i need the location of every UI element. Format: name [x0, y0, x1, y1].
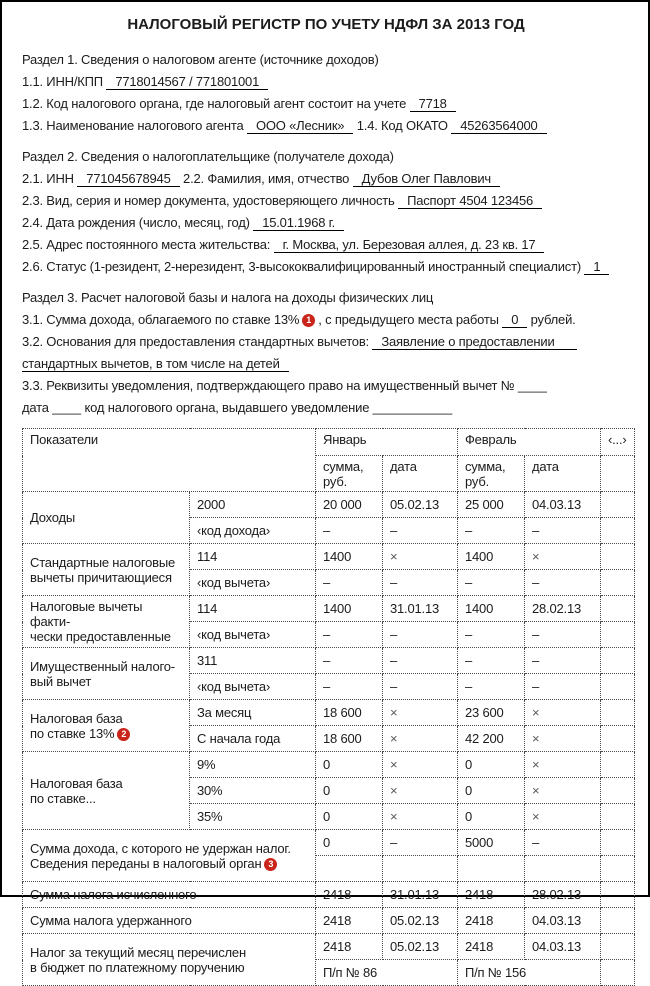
income-code-caption: ‹код дохода› [190, 518, 316, 544]
income-feb-sum: 25 000 [458, 492, 525, 518]
tax-base-other-rate9-label: 9% [190, 752, 316, 778]
tax-base-other-rate30-more [601, 778, 635, 804]
tax-calculated-jan-date: 31.01.13 [383, 882, 458, 908]
field-1-2-value: 7718 [410, 96, 456, 112]
field-1-2-label: 1.2. Код налогового органа, где налоговый агент состоит на учете [22, 96, 407, 111]
callout-1-badge: 1 [302, 314, 315, 327]
actual-deductions-label-line1: Налоговые вычеты факти- [30, 599, 143, 629]
tax-base-13-ytd-more [601, 726, 635, 752]
untaxed-income-jan-sum: 0 [316, 830, 383, 856]
field-3-3 [22, 375, 630, 397]
tax-base-other-rate35-feb: 0 [458, 804, 525, 830]
field-2-2-value: Дубов Олег Павлович [353, 171, 500, 187]
x-cell: × [525, 778, 601, 804]
income-label: Доходы [23, 492, 190, 544]
tax-withheld-feb-date: 04.03.13 [525, 908, 601, 934]
dash-cell: – [458, 648, 525, 674]
field-1-4-value: 45263564000 [451, 118, 546, 134]
actual-deductions-more-empty [601, 622, 635, 648]
dash-cell: – [383, 570, 458, 596]
std-deductions-label [23, 544, 190, 596]
dash-cell: – [525, 622, 601, 648]
tax-base-13-month-more [601, 700, 635, 726]
x-cell: × [525, 700, 601, 726]
empty-cell [316, 856, 383, 882]
std-deductions-label-line1: Стандартные налоговые [30, 554, 176, 570]
field-3-2-label: 3.2. Основания для предоставления стандартных вычетов: [22, 334, 369, 349]
tax-base-other-rate35-more [601, 804, 635, 830]
income-code: 2000 [190, 492, 316, 518]
property-deduction-code: 311 [190, 648, 316, 674]
tax-base-other-rate30-feb: 0 [458, 778, 525, 804]
tax-base-other-rate9-feb: 0 [458, 752, 525, 778]
x-cell: × [525, 544, 601, 570]
field-3-3-date-blank: ____ [52, 400, 82, 415]
tax-calculated-feb-sum: 2418 [458, 882, 525, 908]
field-3-3-label: 3.3. Реквизиты уведомления, подтверждающего право на имущественный вычет № [22, 378, 515, 393]
field-1-1 [22, 71, 630, 93]
field-2-6-label: 2.6. Статус (1-резидент, 2-нерезидент, 3-высококвалифицированный иностранный специалист) [22, 259, 581, 274]
tax-withheld-jan-date: 05.02.13 [383, 908, 458, 934]
row-untaxed-income-values [23, 830, 635, 856]
actual-deductions-jan-sum: 1400 [316, 596, 383, 622]
field-2-5 [22, 234, 630, 256]
field-3-1-value: 0 [502, 312, 527, 328]
x-cell: × [525, 752, 601, 778]
income-more-empty [601, 518, 635, 544]
dash-cell: – [525, 518, 601, 544]
section2-heading: Раздел 2. Сведения о налогоплательщике (получателе дохода) [22, 149, 394, 164]
tax-base-13-month-label: За месяц [190, 700, 316, 726]
field-1-2 [22, 93, 630, 115]
dash-cell: – [383, 518, 458, 544]
empty-cell [601, 856, 635, 882]
tax-transferred-label [23, 934, 316, 986]
tax-base-13-label-line2: по ставке 13% [30, 725, 115, 741]
tax-base-other-rate35-jan: 0 [316, 804, 383, 830]
row-std-deductions-values [23, 544, 635, 570]
header-february: Февраль [458, 429, 601, 456]
tax-base-other-rate9-jan: 0 [316, 752, 383, 778]
header-january: Январь [316, 429, 458, 456]
std-deductions-code: 114 [190, 544, 316, 570]
dash-cell: – [383, 674, 458, 700]
field-2-3 [22, 190, 630, 212]
field-2-6 [22, 256, 630, 278]
tax-calculated-feb-date: 28.02.13 [525, 882, 601, 908]
empty-cell [458, 856, 525, 882]
field-3-2 [22, 331, 630, 353]
monthly-calculation-table [22, 428, 635, 986]
field-2-1-2-2 [22, 168, 630, 190]
field-1-4-label: 1.4. Код ОКАТО [356, 118, 448, 133]
dash-cell: – [458, 622, 525, 648]
dash-cell: – [316, 518, 383, 544]
tax-base-other-rate35-label: 35% [190, 804, 316, 830]
dash-cell: – [525, 570, 601, 596]
untaxed-income-more [601, 830, 635, 856]
tax-transferred-jan-date: 05.02.13 [383, 934, 458, 960]
tax-base-13-ytd-label: С начала года [190, 726, 316, 752]
x-cell: × [383, 726, 458, 752]
untaxed-income-feb-sum: 5000 [458, 830, 525, 856]
property-deduction-label-line2: вый вычет [30, 673, 92, 689]
field-2-5-value: г. Москва, ул. Березовая аллея, д. 23 кв. 17 [274, 237, 545, 253]
tax-transferred-label-line2: в бюджет по платежному поручению [30, 959, 245, 975]
empty-cell [525, 856, 601, 882]
header-feb-sum: сумма, руб. [458, 456, 525, 492]
tax-base-other-label-line2: по ставке... [30, 790, 96, 806]
tax-transferred-feb-date: 04.03.13 [525, 934, 601, 960]
untaxed-income-label [23, 830, 316, 882]
tax-transferred-more [601, 934, 635, 960]
row-tax-base-other-9 [23, 752, 635, 778]
field-3-2-continued [22, 353, 630, 375]
x-cell: × [383, 804, 458, 830]
x-cell: × [383, 752, 458, 778]
page-title: НАЛОГОВЫЙ РЕГИСТР ПО УЧЕТУ НДФЛ ЗА 2013 ГОД [127, 16, 525, 33]
field-3-1-suffix: рублей. [530, 312, 576, 327]
section3-heading: Раздел 3. Расчет налоговой базы и налога на доходы физических лиц [22, 290, 434, 305]
income-feb-date: 04.03.13 [525, 492, 601, 518]
dash-cell: – [383, 830, 458, 856]
header-more-months: ‹...› [601, 429, 635, 456]
tax-base-13-month-feb: 23 600 [458, 700, 525, 726]
tax-base-13-ytd-jan: 18 600 [316, 726, 383, 752]
std-deductions-jan-sum: 1400 [316, 544, 383, 570]
tax-base-other-label-line1: Налоговая база [30, 775, 123, 791]
tax-withheld-label: Сумма налога удержанного [23, 908, 316, 934]
dash-cell: – [383, 648, 458, 674]
tax-transferred-jan-sum: 2418 [316, 934, 383, 960]
field-2-4-label: 2.4. Дата рождения (число, месяц, год) [22, 215, 250, 230]
dash-cell: – [383, 622, 458, 648]
field-3-1-label: 3.1. Сумма дохода, облагаемого по ставке 13% [22, 312, 300, 327]
field-2-1-label: 2.1. ИНН [22, 171, 74, 186]
table-header-row-1 [23, 429, 635, 456]
tax-base-other-rate30-label: 30% [190, 778, 316, 804]
std-deductions-code-caption: ‹код вычета› [190, 570, 316, 596]
dash-cell: – [316, 648, 383, 674]
actual-deductions-feb-date: 28.02.13 [525, 596, 601, 622]
income-jan-sum: 20 000 [316, 492, 383, 518]
actual-deductions-jan-date: 31.01.13 [383, 596, 458, 622]
field-2-1-value: 771045678945 [77, 171, 179, 187]
x-cell: × [525, 804, 601, 830]
field-2-4 [22, 212, 630, 234]
tax-transferred-payment-more [601, 960, 635, 986]
tax-transferred-feb-sum: 2418 [458, 934, 525, 960]
tax-withheld-more [601, 908, 635, 934]
callout-2-badge: 2 [117, 728, 130, 741]
field-3-3-date-label: дата [22, 400, 49, 415]
row-tax-withheld [23, 908, 635, 934]
field-2-3-label: 2.3. Вид, серия и номер документа, удостоверяющего личность [22, 193, 395, 208]
tax-base-13-month-jan: 18 600 [316, 700, 383, 726]
field-1-3-label: 1.3. Наименование налогового агента [22, 118, 244, 133]
tax-transferred-feb-payment-order: П/п № 156 [458, 960, 601, 986]
header-jan-date: дата [383, 456, 458, 492]
actual-deductions-code-caption: ‹код вычета› [190, 622, 316, 648]
dash-cell: – [525, 648, 601, 674]
dash-cell: – [525, 674, 601, 700]
field-2-2-label: 2.2. Фамилия, имя, отчество [183, 171, 350, 186]
field-3-1-label-after: , с предыдущего места работы [318, 312, 499, 327]
tax-base-13-label [23, 700, 190, 752]
std-deductions-more [601, 544, 635, 570]
field-1-3-1-4 [22, 115, 630, 137]
field-3-3-code-blank: ___________ [372, 400, 453, 415]
field-3-3-code-label: код налогового органа, выдавшего уведомление [84, 400, 370, 415]
tax-calculated-more [601, 882, 635, 908]
field-3-1 [22, 309, 630, 331]
property-deduction-code-caption: ‹код вычета› [190, 674, 316, 700]
row-tax-base-13-month [23, 700, 635, 726]
header-indicators: Показатели [23, 429, 316, 492]
tax-withheld-jan-sum: 2418 [316, 908, 383, 934]
property-deduction-more [601, 648, 635, 674]
field-3-3-number-blank: ____ [517, 378, 547, 393]
actual-deductions-code: 114 [190, 596, 316, 622]
std-deductions-label-line2: вычеты причитающиеся [30, 569, 172, 585]
dash-cell: – [458, 518, 525, 544]
tax-base-13-label-line1: Налоговая база [30, 710, 123, 726]
row-tax-transferred-values [23, 934, 635, 960]
tax-calculated-label: Сумма налога исчисленного [23, 882, 316, 908]
tax-calculated-jan-sum: 2418 [316, 882, 383, 908]
tax-transferred-jan-payment-order: П/п № 86 [316, 960, 458, 986]
dash-cell: – [458, 674, 525, 700]
row-property-deduction-values [23, 648, 635, 674]
callout-3-badge: 3 [264, 858, 277, 871]
field-1-3-value: ООО «Лесник» [247, 118, 353, 134]
property-deduction-label [23, 648, 190, 700]
tax-transferred-label-line1: Налог за текущий месяц перечислен [30, 944, 246, 960]
x-cell: × [525, 726, 601, 752]
row-income-values [23, 492, 635, 518]
field-2-5-label: 2.5. Адрес постоянного места жительства: [22, 237, 271, 252]
property-deduction-label-line1: Имущественный налого- [30, 658, 175, 674]
tax-withheld-feb-sum: 2418 [458, 908, 525, 934]
dash-cell: – [316, 674, 383, 700]
row-tax-calculated [23, 882, 635, 908]
dash-cell: – [316, 570, 383, 596]
tax-base-other-label [23, 752, 190, 830]
dash-cell: – [316, 622, 383, 648]
income-jan-date: 05.02.13 [383, 492, 458, 518]
field-3-2-value-line1: Заявление о предоставлении [372, 334, 576, 350]
x-cell: × [383, 700, 458, 726]
empty-cell [383, 856, 458, 882]
field-2-3-value: Паспорт 4504 123456 [398, 193, 542, 209]
field-2-4-value: 15.01.1968 г. [253, 215, 344, 231]
section1-heading: Раздел 1. Сведения о налоговом агенте (источнике доходов) [22, 52, 379, 67]
actual-deductions-label [23, 596, 190, 648]
field-3-2-value-line2: стандартных вычетов, в том числе на детей [22, 356, 289, 372]
std-deductions-feb-sum: 1400 [458, 544, 525, 570]
actual-deductions-more [601, 596, 635, 622]
tax-base-other-rate9-more [601, 752, 635, 778]
row-actual-deductions-values [23, 596, 635, 622]
property-deduction-more-empty [601, 674, 635, 700]
header-jan-sum: сумма, руб. [316, 456, 383, 492]
tax-base-13-ytd-feb: 42 200 [458, 726, 525, 752]
field-1-1-label: 1.1. ИНН/КПП [22, 74, 103, 89]
income-more [601, 492, 635, 518]
field-3-3-continued [22, 397, 630, 419]
tax-base-other-rate30-jan: 0 [316, 778, 383, 804]
field-1-1-value: 7718014567 / 771801001 [106, 74, 268, 90]
actual-deductions-label-line2: чески предоставленные [30, 629, 171, 644]
std-deductions-more-empty [601, 570, 635, 596]
x-cell: × [383, 544, 458, 570]
untaxed-income-label-line2: Сведения переданы в налоговый орган [30, 855, 262, 871]
actual-deductions-feb-sum: 1400 [458, 596, 525, 622]
field-2-6-value: 1 [584, 259, 609, 275]
dash-cell: – [458, 570, 525, 596]
header-feb-date: дата [525, 456, 601, 492]
untaxed-income-label-line1: Сумма дохода, с которого не удержан налог. [30, 840, 291, 856]
x-cell: × [383, 778, 458, 804]
dash-cell: – [525, 830, 601, 856]
header-more-empty [601, 456, 635, 492]
